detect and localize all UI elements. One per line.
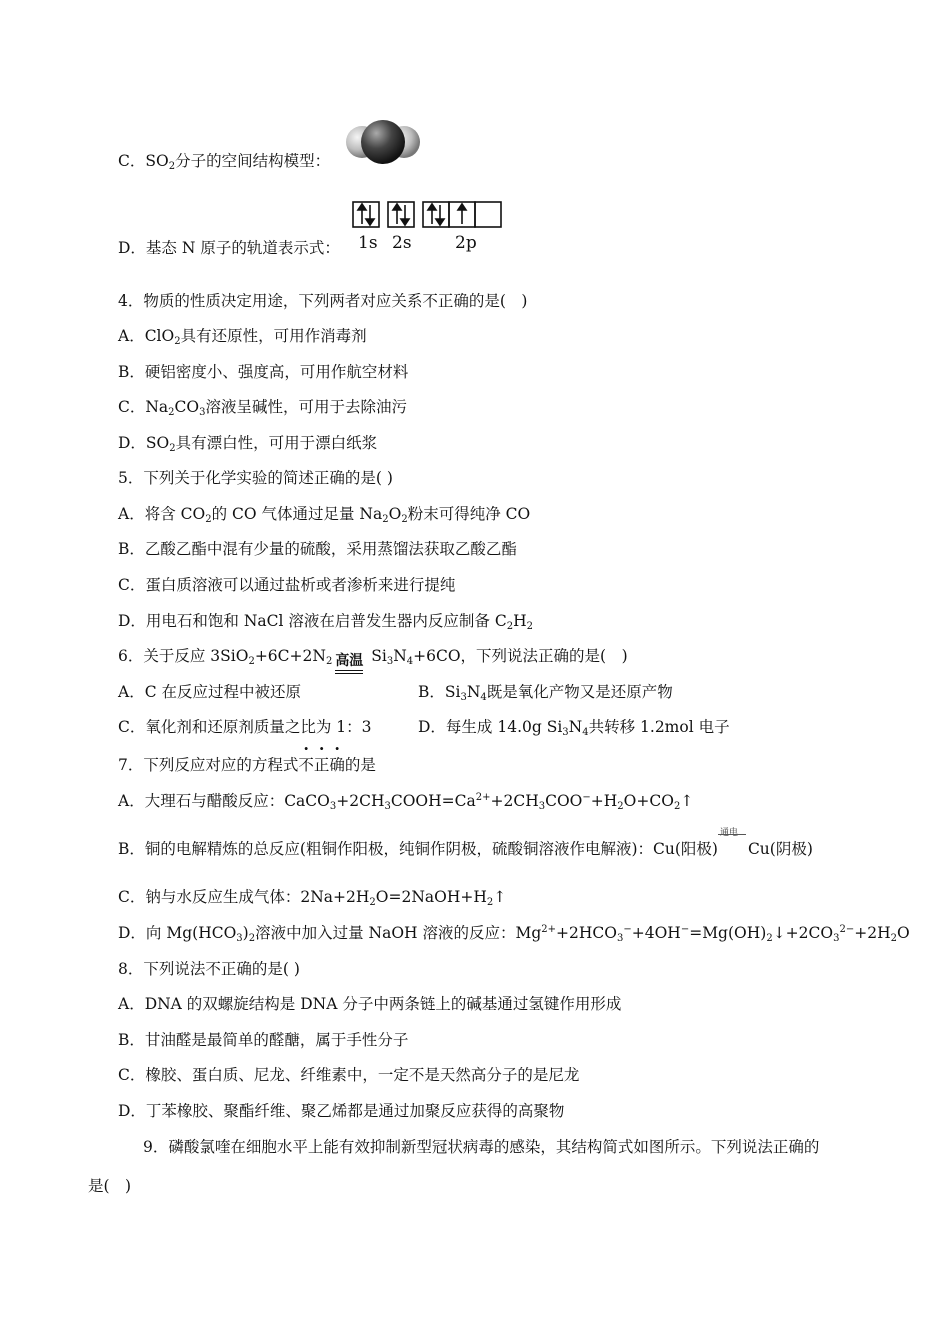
orbital-label-2p: 2p: [455, 233, 477, 253]
q7-option-c: C．钠与水反应生成气体：$2Na+2H_2O=2NaOH+H_2↑$: [118, 888, 507, 908]
nitrogen-orbital-diagram: [352, 200, 504, 256]
q5-option-d: D．用电石和饱和 NaCl 溶液在启普发生器内反应制备 $C_2H_2$: [118, 612, 533, 632]
q8-option-b: B．甘油醛是最简单的醛醣，属于手性分子: [118, 1031, 409, 1049]
q5-option-b: B．乙酸乙酯中混有少量的硫酸，采用蒸馏法获取乙酸乙酯: [118, 540, 517, 558]
q4-option-d: D．$SO_2$具有漂白性，可用于漂白纸浆: [118, 434, 378, 454]
q8-option-a: A．DNA 的双螺旋结构是 DNA 分子中两条链上的碱基通过氢键作用形成: [118, 995, 622, 1013]
q4-option-b: B．硬铝密度小、强度高，可用作航空材料: [118, 363, 409, 381]
question-9-continued: 是( ): [88, 1177, 132, 1195]
q5-option-a: A．将含 $CO_2$的 CO 气体通过足量 $Na_2O_2$粉末可得纯净 CO: [118, 505, 531, 525]
q6-option-c: C．氧化剂和还原剂质量之比为 1：3: [118, 718, 372, 736]
q8-option-d: D．丁苯橡胶、聚酯纤维、聚乙烯都是通过加聚反应获得的高聚物: [118, 1102, 565, 1120]
option-d-nitrogen-orbital: D．基态 N 原子的轨道表示式：: [118, 239, 340, 257]
q7-option-b: B．铜的电解精炼的总反应(粗铜作阳极，纯铜作阴极，硫酸铜溶液作电解液)：Cu(阳极) 通电 Cu(阴极): [118, 828, 813, 858]
question-7: 7．下列反应对应的方程式不正确的是: [118, 756, 376, 774]
electrolysis-condition: 通电: [718, 838, 748, 860]
q6-option-d: D．每生成 14.0g $Si_3N_4$共转移 1.2mol 电子: [418, 718, 730, 738]
question-6: 6．关于反应 $3SiO_2+6C+2N_2$ 高温 $Si_3N_4+6CO$，下列说法正确的是( ): [118, 645, 628, 674]
q5-option-c: C．蛋白质溶液可以通过盐析或者渗析来进行提纯: [118, 576, 456, 594]
so2-space-filling-model: [345, 117, 421, 167]
q6-option-b: B．$Si_3N_4$既是氧化产物又是还原产物: [418, 683, 673, 703]
q7-option-a: A．大理石与醋酸反应：$CaCO_3+2CH_3COOH=Ca^{2+}+2CH_3COO^-+H_2O+CO_2↑$: [118, 792, 694, 812]
q8-option-c: C．橡胶、蛋白质、尼龙、纤维素中，一定不是天然高分子的是尼龙: [118, 1066, 580, 1084]
q6-options-ab: [118, 681, 301, 703]
question-9: 9．磷酸氯喹在细胞水平上能有效抑制新型冠状病毒的感染，其结构简式如图所示。下列说法正确的: [143, 1138, 820, 1156]
q7-option-d: D．向 $Mg(HCO_3)_2$溶液中加入过量 NaOH 溶液的反应：$Mg^{2+}+2HCO_3^-+4OH^-=Mg(OH)_2↓+2CO_3^{2-}+2H_2O$: [118, 924, 910, 944]
q6-option-a: A．C 在反应过程中被还原: [118, 683, 301, 701]
question-4: 4．物质的性质决定用途，下列两者对应关系不正确的是( ): [118, 292, 528, 310]
orbital-label-1s: 1s: [358, 233, 378, 253]
q4-option-a: A．ClO$_2$具有还原性，可用作消毒剂: [118, 327, 367, 347]
option-c-so2-model: C．$SO_2$分子的空间结构模型：: [118, 152, 331, 172]
orbital-label-2s: 2s: [392, 233, 412, 253]
q4-option-c: C．$Na_2CO_3$溶液呈碱性，可用于去除油污: [118, 398, 408, 418]
question-8: 8．下列说法不正确的是( ): [118, 960, 300, 978]
question-5: 5．下列关于化学实验的简述正确的是( ): [118, 469, 393, 487]
high-temperature-condition: 高温: [332, 654, 366, 674]
